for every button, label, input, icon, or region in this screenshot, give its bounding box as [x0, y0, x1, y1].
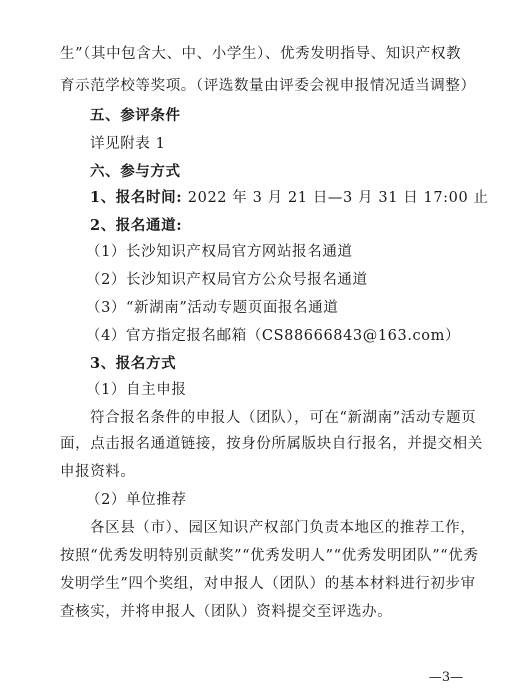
- self-apply-line-2: 面，点击报名通道链接，按身份所属版块自行报名，并提交相关: [60, 436, 483, 452]
- channel-item-4-email: （4）官方指定报名邮箱（CS88666843@163.com）: [86, 328, 461, 344]
- registration-channel-heading: 2、报名通道:: [90, 217, 183, 234]
- unit-recommend-line-3: 发明学生”四个奖组，对申报人（团队）的基本材料进行初步审: [60, 576, 476, 592]
- paragraph-line-1: 生”（其中包含大、中、小学生）、优秀发明指导、知识产权教: [60, 46, 462, 62]
- registration-time-line: [90, 188, 489, 208]
- eligibility-text: 详见附表 1: [90, 136, 166, 152]
- self-apply-line-1: 符合报名条件的申报人（团队），可在“新湖南”活动专题页: [90, 410, 477, 426]
- channel-item-3: （3）“新湖南”活动专题页面报名通道: [86, 300, 339, 316]
- paragraph-line-2: 育示范学校等奖项。（评选数量由评委会视申报情况适当调整）: [60, 78, 476, 94]
- unit-recommend-line-4: 查核实，并将申报人（团队）资料提交至评选办。: [60, 604, 393, 620]
- method-self-apply: （1）自主申报: [86, 382, 187, 398]
- method-unit-recommend: （2）单位推荐: [86, 492, 187, 508]
- page-number: —3—: [428, 670, 464, 685]
- section-heading-eligibility: 五、参评条件: [90, 107, 181, 124]
- self-apply-line-3: 申报资料。: [60, 464, 136, 480]
- registration-method-heading: 3、报名方式: [90, 355, 177, 372]
- channel-item-1: （1）长沙知识产权局官方网站报名通道: [86, 244, 353, 260]
- unit-recommend-line-1: 各区县（市）、园区知识产权部门负责本地区的推荐工作，: [90, 520, 476, 536]
- registration-time-value: 2022 年 3 月 21 日—3 月 31 日 17:00 止: [187, 190, 489, 206]
- unit-recommend-line-2: 按照“优秀发明特别贡献奖”“优秀发明人”“优秀发明团队”“优秀: [60, 548, 479, 564]
- channel-item-2: （2）长沙知识产权局官方公众号报名通道: [86, 272, 368, 288]
- registration-time-label: 1、报名时间:: [90, 189, 188, 206]
- section-heading-participation: 六、参与方式: [90, 163, 181, 180]
